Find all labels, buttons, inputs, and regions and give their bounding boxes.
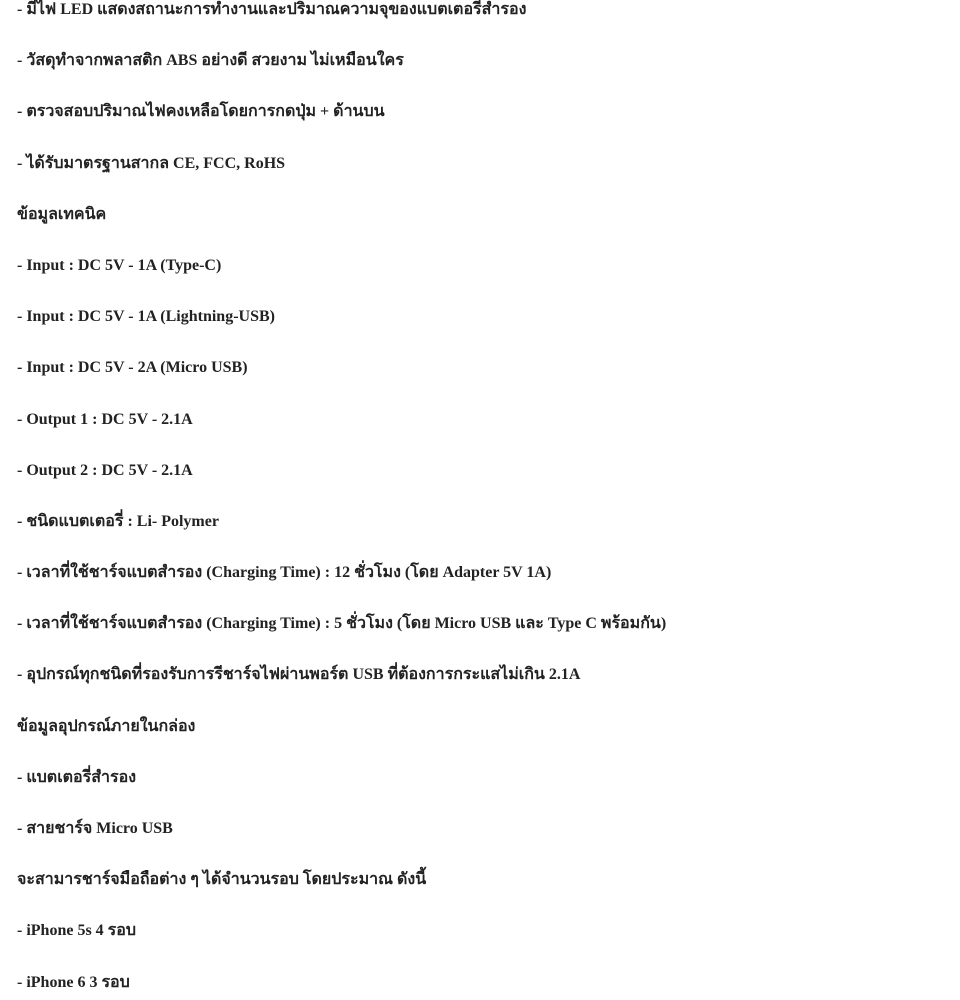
spec-battery-type: - ชนิดแบตเตอรี่ : Li- Polymer (17, 512, 219, 530)
spec-input-micro-usb: - Input : DC 5V - 2A (Micro USB) (17, 359, 248, 377)
text-lines (17, 0, 947, 1000)
feature-abs-material: - วัสดุทำจากพลาสติก ABS อย่างดี สวยงาม ไม่เหมือนใคร (17, 52, 404, 70)
feature-led-indicator: - มีไฟ LED แสดงสถานะการทำงานและปริมาณความจุของแบตเตอรี่สำรอง (17, 1, 527, 18)
section-heading-technical: ข้อมูลเทคนิค (17, 205, 107, 223)
feature-check-power: - ตรวจสอบปริมาณไฟคงเหลือโดยการกดปุ่ม + ด้านบน (17, 103, 385, 121)
box-item-power-bank: - แบตเตอรี่สำรอง (17, 768, 137, 786)
spec-compatible-devices: - อุปกรณ์ทุกชนิดที่รองรับการรีชาร์จไฟผ่านพอร์ต USB ที่ต้องการกระแสไม่เกิน 2.1A (17, 666, 581, 684)
spec-output-2: - Output 2 : DC 5V - 2.1A (17, 461, 193, 479)
feature-certification: - ได้รับมาตรฐานสากล CE, FCC, RoHS (17, 154, 286, 172)
spec-charging-time-adapter: - เวลาที่ใช้ชาร์จแบตสำรอง (Charging Time) : 12 ชั่วโมง (โดย Adapter 5V 1A) (17, 564, 552, 582)
spec-input-type-c: - Input : DC 5V - 1A (Type-C) (17, 256, 222, 274)
charge-cycle-iphone-6: - iPhone 6 3 รอบ (17, 973, 130, 991)
spec-charging-time-dual: - เวลาที่ใช้ชาร์จแบตสำรอง (Charging Time) : 5 ชั่วโมง (โดย Micro USB และ Type C พร้อมกัน) (17, 615, 667, 633)
spec-output-1: - Output 1 : DC 5V - 2.1A (17, 410, 193, 428)
charge-cycle-iphone-5s: - iPhone 5s 4 รอบ (17, 922, 137, 940)
section-heading-charge-cycles: จะสามารชาร์จมือถือต่าง ๆ ได้จำนวนรอบ โดยประมาณ ดังนี้ (17, 871, 427, 889)
box-item-micro-usb-cable: - สายชาร์จ Micro USB (17, 820, 173, 837)
spec-input-lightning: - Input : DC 5V - 1A (Lightning-USB) (17, 308, 275, 326)
section-heading-box-contents: ข้อมูลอุปกรณ์ภายในกล่อง (17, 717, 196, 735)
